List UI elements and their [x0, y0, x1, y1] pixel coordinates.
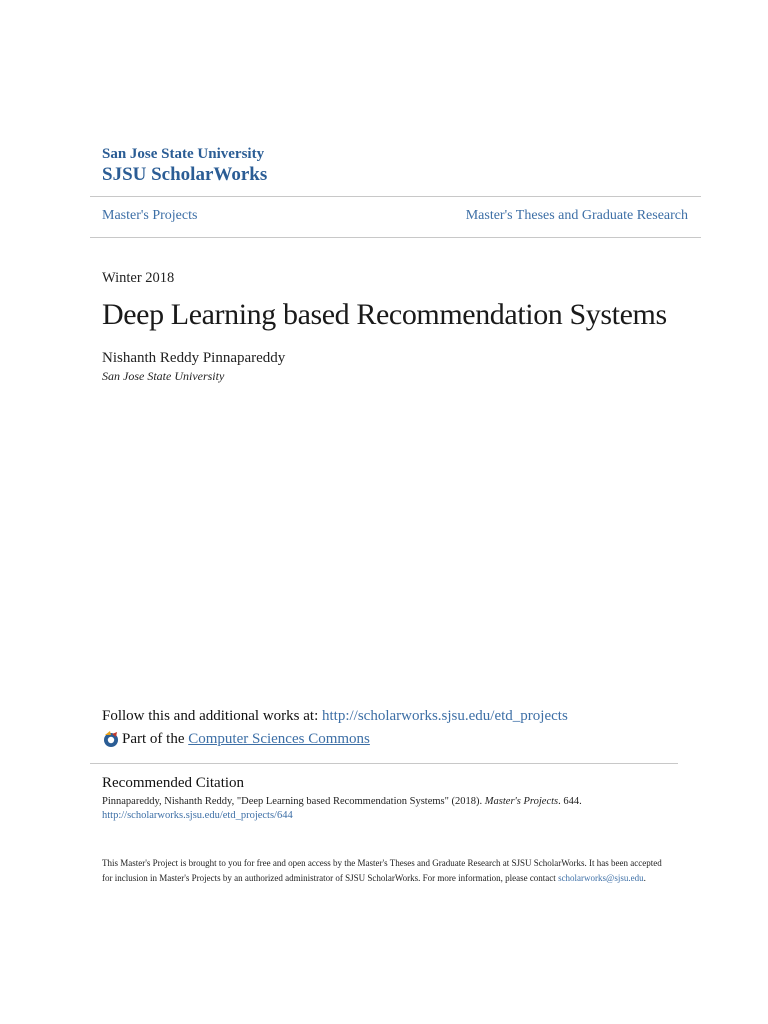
citation-url-link[interactable]: http://scholarworks.sjsu.edu/etd_projects/644: [102, 810, 293, 821]
institution-header: [102, 146, 267, 186]
author-name: Nishanth Reddy Pinnapareddy: [102, 350, 286, 366]
follow-label: Follow this and additional works at:: [102, 708, 322, 724]
citation-series: Master's Projects: [484, 796, 559, 807]
citation-number: . 644.: [558, 796, 582, 807]
contact-email-link[interactable]: scholarworks@sjsu.edu: [558, 873, 644, 883]
notice-end: .: [643, 873, 646, 883]
header-divider-bottom: [90, 237, 701, 238]
access-notice: [102, 856, 662, 886]
follow-line: [102, 708, 568, 725]
part-of-prefix: Part of the: [122, 730, 185, 747]
paper-title: Deep Learning based Recommendation Systems: [102, 298, 667, 331]
computer-sciences-commons-link[interactable]: Computer Sciences Commons: [188, 730, 370, 747]
etd-projects-link[interactable]: http://scholarworks.sjsu.edu/etd_projects: [321, 708, 568, 724]
header-divider-top: [90, 196, 701, 197]
masters-theses-link[interactable]: Master's Theses and Graduate Research: [465, 208, 688, 223]
notice-text: This Master's Project is brought to you for free and open access by the Master's Theses and Graduate Research at SJSU ScholarWorks. It has been accepted for inclusion in Master's Projects by an authorized administrator of SJSU ScholarWorks. For more information, please contact: [102, 858, 662, 883]
commons-logo-icon: [102, 730, 120, 748]
author-affiliation: San Jose State University: [102, 369, 225, 383]
repository-name[interactable]: SJSU ScholarWorks: [102, 164, 268, 185]
publication-season: Winter 2018: [102, 270, 175, 286]
masters-projects-link[interactable]: Master's Projects: [102, 208, 198, 223]
university-name: San Jose State University: [102, 146, 265, 162]
citation-divider: [90, 763, 678, 764]
citation-text: [102, 796, 582, 807]
part-of-line: [102, 730, 370, 748]
citation-body: Pinnapareddy, Nishanth Reddy, "Deep Learning based Recommendation Systems" (2018).: [102, 796, 485, 807]
citation-heading: Recommended Citation: [102, 775, 245, 791]
